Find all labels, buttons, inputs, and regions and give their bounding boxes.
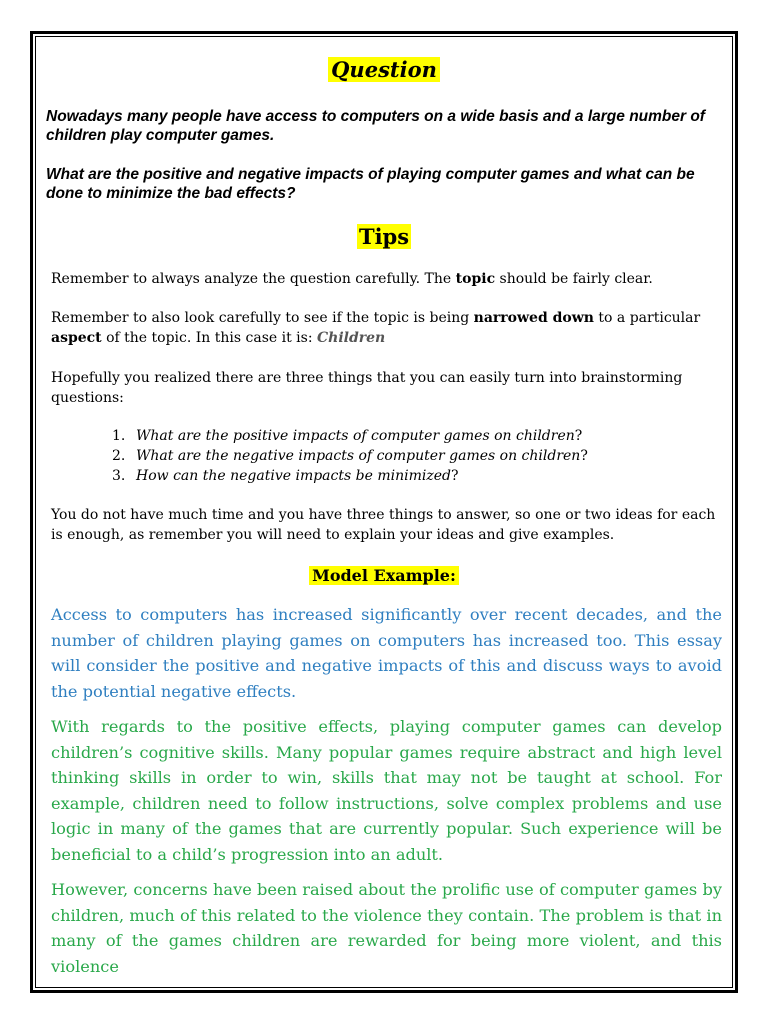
tips-heading: Tips bbox=[358, 224, 410, 249]
tip-analyze-question: Remember to always analyze the question carefully. The topic should be fairly clear. bbox=[51, 271, 653, 287]
question-heading: Question bbox=[0, 53, 768, 87]
list-item: 2. What are the negative impacts of computer games on children? bbox=[112, 448, 588, 464]
tip-narrowed-down: Remember to also look carefully to see if the topic is being narrowed down to a particular aspect of the topic. In this case it is: Children bbox=[51, 310, 701, 346]
model-example-heading: Model Example: bbox=[0, 563, 768, 589]
tip-time-management: You do not have much time and you have three things to answer, so one or two ideas for each is enough, as remember you will need to explain your ideas and give examples. bbox=[51, 507, 716, 543]
essay-negative-effects: However, concerns have been raised about the prolific use of computer games by children, much of this related to the violence they contain. The problem is that in many of the games children are rewarded for being more violent, and this violence bbox=[51, 880, 722, 976]
essay-introduction: Access to computers has increased significantly over recent decades, and the number of children playing games on computers has increased too. This essay will consider the positive and negative impacts of this and discuss ways to avoid the potential negative effects. bbox=[51, 605, 722, 701]
brainstorming-questions-list bbox=[112, 426, 712, 486]
topic-focus-children: Children bbox=[317, 330, 386, 346]
question-paragraph-1: Nowadays many people have access to computers on a wide basis and a large number of children play computer games. bbox=[46, 108, 705, 144]
question-paragraph-2: What are the positive and negative impacts of playing computer games and what can be done to minimize the bad effects? bbox=[46, 166, 695, 202]
essay-positive-effects: With regards to the positive effects, playing computer games can develop children’s cognitive skills. Many popular games require abstract and high level thinking skills in order to win, skills that may not be taught at school. For example, children need to follow instructions, solve complex problems and use logic in many of the games that are currently popular. Such experience will be beneficial to a child’s progression into an adult. bbox=[51, 717, 722, 864]
tip-brainstorming: Hopefully you realized there are three things that you can easily turn into brainstorming questions: bbox=[51, 370, 683, 406]
list-item: 3. How can the negative impacts be minimized? bbox=[112, 468, 459, 484]
tip-bold-topic: topic bbox=[455, 271, 496, 287]
list-item: 1. What are the positive impacts of computer games on children? bbox=[112, 428, 583, 444]
